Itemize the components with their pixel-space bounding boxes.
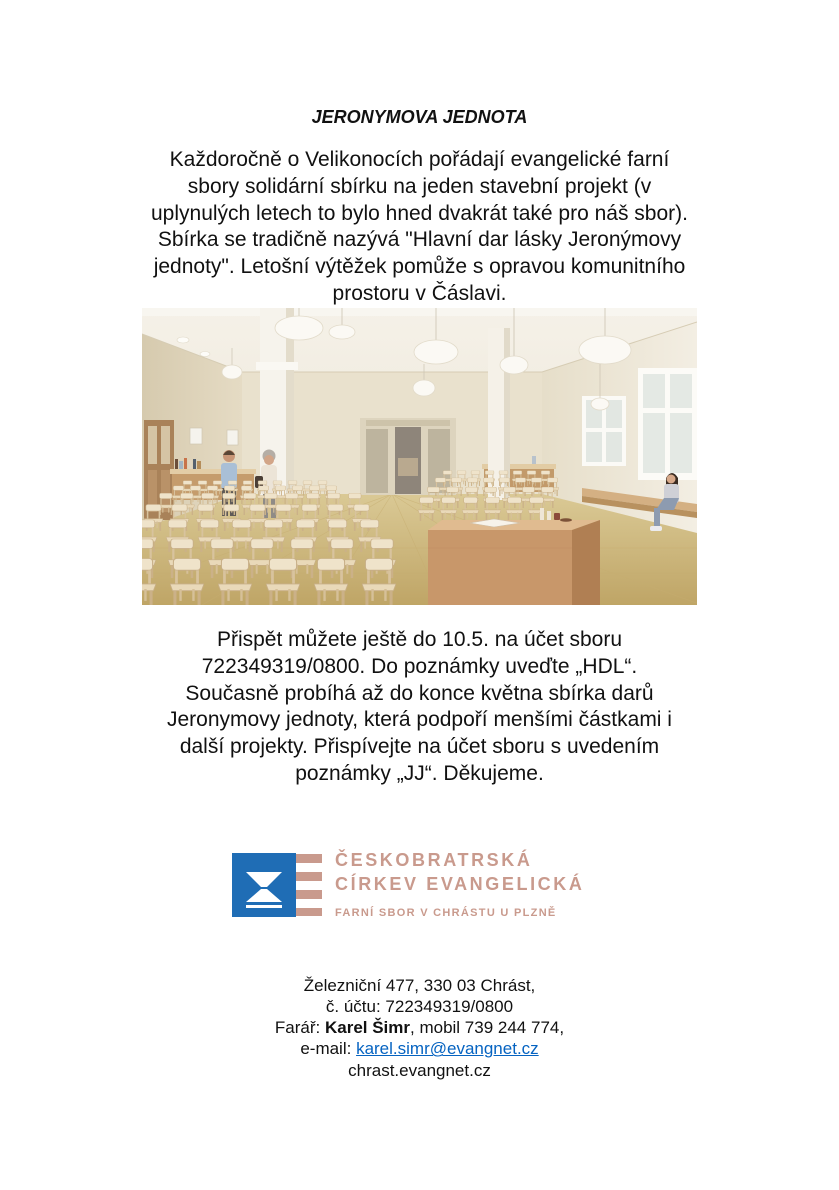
text-line: sbory solidární sbírku na jeden stavební projekt (v: [187, 174, 652, 198]
email-line: [0, 1038, 839, 1059]
logo-stripe: [296, 890, 322, 899]
altar-table: [428, 520, 600, 605]
ceiling-beam: [142, 308, 697, 316]
logo-stripe: [296, 908, 322, 916]
logo-stripes: [296, 853, 322, 917]
notice-board: [190, 428, 202, 444]
donation-paragraph: [0, 627, 839, 788]
account-line: č. účtu: 722349319/0800: [325, 996, 514, 1016]
intro-paragraph: [0, 147, 839, 308]
email-link[interactable]: karel.simr@evangnet.cz: [356, 1039, 539, 1059]
back-double-door: [360, 418, 456, 495]
community-room-visualization: [142, 308, 697, 605]
text-line: prostoru v Čáslavi.: [332, 281, 507, 305]
page-title: JERONYMOVA JEDNOTA: [311, 107, 528, 127]
text-line: Současně probíhá až do konce května sbírka darů: [185, 681, 654, 705]
email-label: e-mail:: [300, 1039, 357, 1059]
logo-line-2: CÍRKEV EVANGELICKÁ: [335, 874, 585, 894]
pastor-phone: , mobil 739 244 774,: [410, 1018, 565, 1038]
church-logo: [232, 850, 612, 919]
text-line: 722349319/0800. Do poznámky uveďte „HDL“.: [201, 654, 638, 678]
logo-stripe: [296, 872, 322, 881]
text-line: poznámky „JJ“. Děkujeme.: [295, 761, 544, 785]
text-line: Přispět můžete ještě do 10.5. na účet sboru: [216, 628, 623, 651]
logo-line-1: ČESKOBRATRSKÁ: [335, 850, 533, 870]
text-line: jednoty". Letošní výtěžek pomůže s opravou komunitního: [153, 255, 686, 279]
text-line: Každoročně o Velikonocích pořádají evangelické farní: [169, 148, 670, 171]
website-line: chrast.evangnet.cz: [348, 1060, 491, 1080]
pastor-name: Karel Šimr: [324, 1018, 411, 1038]
pastor-line: [0, 1017, 839, 1038]
logo-stripe: [296, 854, 322, 863]
logo-line-3: FARNÍ SBOR V CHRÁSTU U PLZNĚ: [335, 907, 557, 919]
contact-block: [0, 975, 839, 1081]
text-line: Jeronymovy jednoty, která podpoří menšími částkami i: [167, 708, 672, 732]
text-line: Sbírka se tradičně nazývá "Hlavní dar lásky Jeronýmovy: [157, 228, 682, 252]
address-line: Železniční 477, 330 03 Chrást,: [303, 975, 536, 995]
chalice-emblem: [232, 853, 296, 917]
text-line: další projekty. Přispívejte na účet sboru s uvedením: [179, 735, 660, 759]
text-line: uplynulých letech to bylo hned dvakrát také pro náš sbor).: [151, 201, 688, 225]
window: [638, 368, 697, 480]
notice-board: [227, 430, 238, 445]
pastor-label: Farář:: [274, 1018, 325, 1038]
interior-photo: [142, 308, 697, 605]
